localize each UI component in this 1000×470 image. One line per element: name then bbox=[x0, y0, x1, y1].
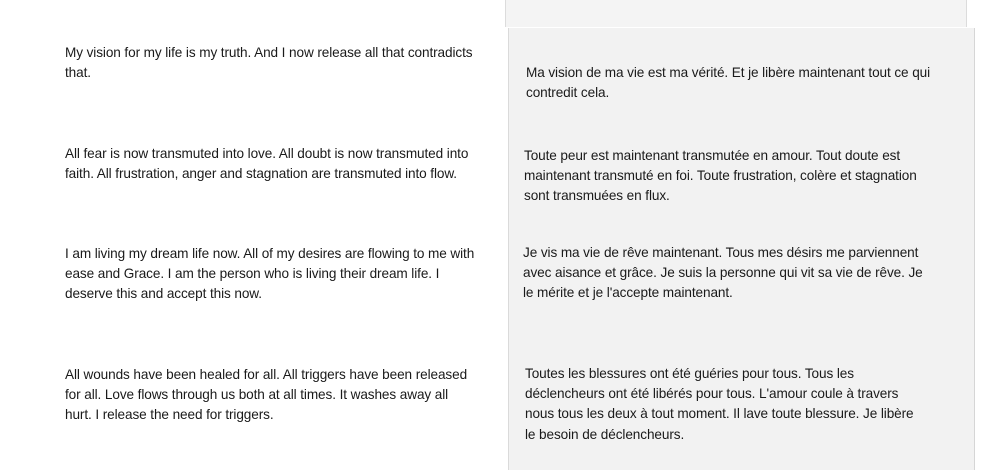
output-panel-header bbox=[505, 0, 967, 27]
source-paragraph-2: All fear is now transmuted into love. All doubt is now transmuted into faith. All frustration, anger and stagnation are transmuted into flow. bbox=[65, 146, 469, 182]
translated-paragraph-2: Toute peur est maintenant transmutée en amour. Tout doute est maintenant transmuté en foi. Toute frustration, colère et stagnation sont transmuées en flux. bbox=[524, 148, 917, 204]
source-paragraph-4: All wounds have been healed for all. All triggers have been released for all. Love flows through us both at all times. It washes away all hurt. I release the need for triggers. bbox=[65, 367, 468, 423]
translated-paragraph-1: Ma vision de ma vie est ma vérité. Et je libère maintenant tout ce qui contredit cela. bbox=[526, 65, 931, 101]
translated-paragraph-4: Toutes les blessures ont été guéries pour tous. Tous les déclencheurs ont été libérés pour tous. L'amour coule à travers nous tous les deux à tout moment. Il lave toute blessure. Je libère le besoin de déclencheurs. bbox=[525, 366, 914, 442]
source-paragraph-1: My vision for my life is my truth. And I now release all that contradicts that. bbox=[65, 45, 473, 81]
translated-paragraph-3: Je vis ma vie de rêve maintenant. Tous mes désirs me parviennent avec aisance et grâce. Je suis la personne qui vit sa vie de rêve. Je le mérite et je l'accepte maintenant. bbox=[523, 245, 923, 301]
source-paragraph-3: I am living my dream life now. All of my desires are flowing to me with ease and Grace. I am the person who is living their dream life. I deserve this and accept this now. bbox=[65, 246, 475, 302]
